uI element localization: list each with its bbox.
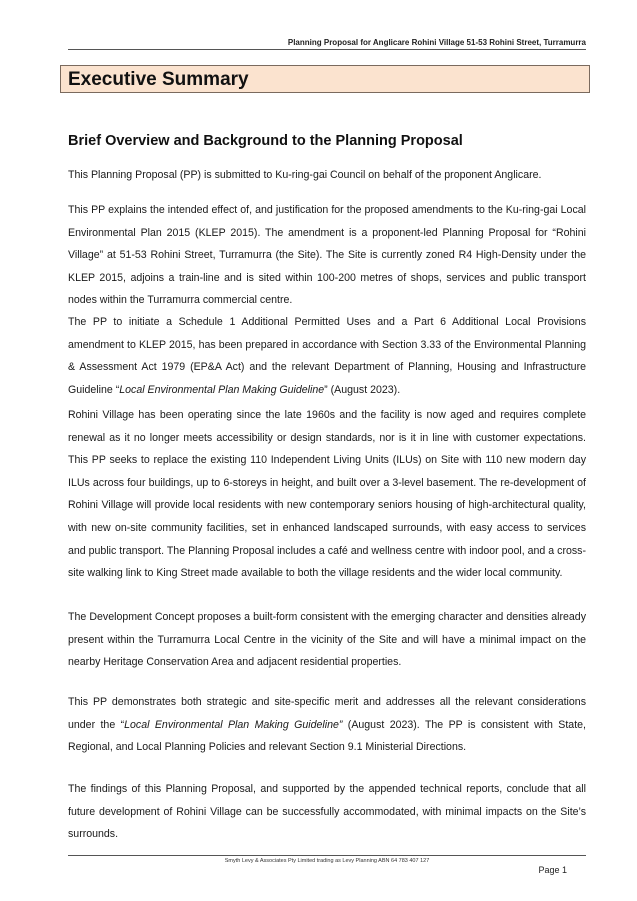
guideline-title: Local Environmental Plan Making Guideline	[119, 383, 325, 396]
paragraph-amendment	[68, 311, 586, 401]
header-divider	[68, 49, 586, 50]
page-title: Executive Summary	[68, 69, 249, 90]
paragraph-amendment-end: ” (August 2023).	[324, 383, 401, 396]
paragraph-rohini-village: Rohini Village has been operating since the late 1960s and the facility is now aged and requires complete renewal as it no longer meets accessibility or design standards, nor is it in line with customer expectations. This PP seeks to replace the existing 110 Independent Living Units (ILUs) on Site with 110 new modern day ILUs across four buildings, up to 6-storeys in height, and built over a 3-level basement. The re-development of Rohini Village will provide local residents with new contemporary seniors housing of high-architectural quality, with new on-site community facilities, set in enhanced landscaped surrounds, with easy access to services and public transport. The Planning Proposal includes a café and wellness centre with indoor pool, and a cross-site walking link to King Street made available to both the village residents and the wider local community.	[68, 409, 586, 580]
paragraph-submission: This Planning Proposal (PP) is submitted to Ku-ring-gai Council on behalf of the proponent Anglicare.	[68, 169, 542, 181]
paragraph-development-concept: The Development Concept proposes a built-form consistent with the emerging character and densities already present within the Turramurra Local Centre in the vicinity of the Site and will have a minimal impact on the nearby Heritage Conservation Area and adjacent residential properties.	[68, 611, 586, 669]
running-header: Planning Proposal for Anglicare Rohini Village 51-53 Rohini Street, Turramurra	[287, 38, 586, 47]
page-number: Page 1	[538, 865, 567, 875]
paragraph-strategic-merit-end: (August 2023). The PP is consistent with State, Regional, and Local Planning Policies and relevant Section 9.1 Ministerial Directions.	[68, 718, 586, 754]
executive-summary-banner	[60, 65, 590, 93]
paragraph-intended-effect: This PP explains the intended effect of, and justification for the proposed amendments to the Ku-ring-gai Local Environmental Plan 2015 (KLEP 2015). The amendment is a proponent-led Planning Proposal for “Rohini Village” at 51-53 Rohini Street, Turramurra (the Site). The Site is currently zoned R4 High-Density under the KLEP 2015, adjoins a train-line and is sited within 100-200 metres of shops, services and public transport nodes within the Turramurra commercial centre.	[68, 204, 586, 307]
paragraph-strategic-merit	[68, 691, 586, 759]
paragraph-amendment-text: The PP to initiate a Schedule 1 Additional Permitted Uses and a Part 6 Additional Local Provisions amendment to KLEP 2015, has been prepared in accordance with Section 3.33 of the Environmental Planning & Assessment Act 1979 (EP&A Act) and the relevant Department of Planning, Housing and Infrastructure Guideline “	[68, 316, 586, 396]
paragraph-findings: The findings of this Planning Proposal, and supported by the appended technical reports, conclude that all future development of Rohini Village can be successfully accommodated, with minimal impacts on the Site’s surrounds.	[68, 783, 586, 841]
paragraph-strategic-merit-text: This PP demonstrates both strategic and site-specific merit and addresses all the relevant considerations under the “	[68, 696, 586, 731]
footer-divider	[68, 855, 586, 856]
footer-company: Smyth Levy & Associates Pty Limited trading as Levy Planning ABN 64 783 407 127	[224, 858, 430, 864]
guideline-title: Local Environmental Plan Making Guideline”	[124, 718, 343, 731]
section-heading: Brief Overview and Background to the Planning Proposal	[68, 133, 463, 149]
